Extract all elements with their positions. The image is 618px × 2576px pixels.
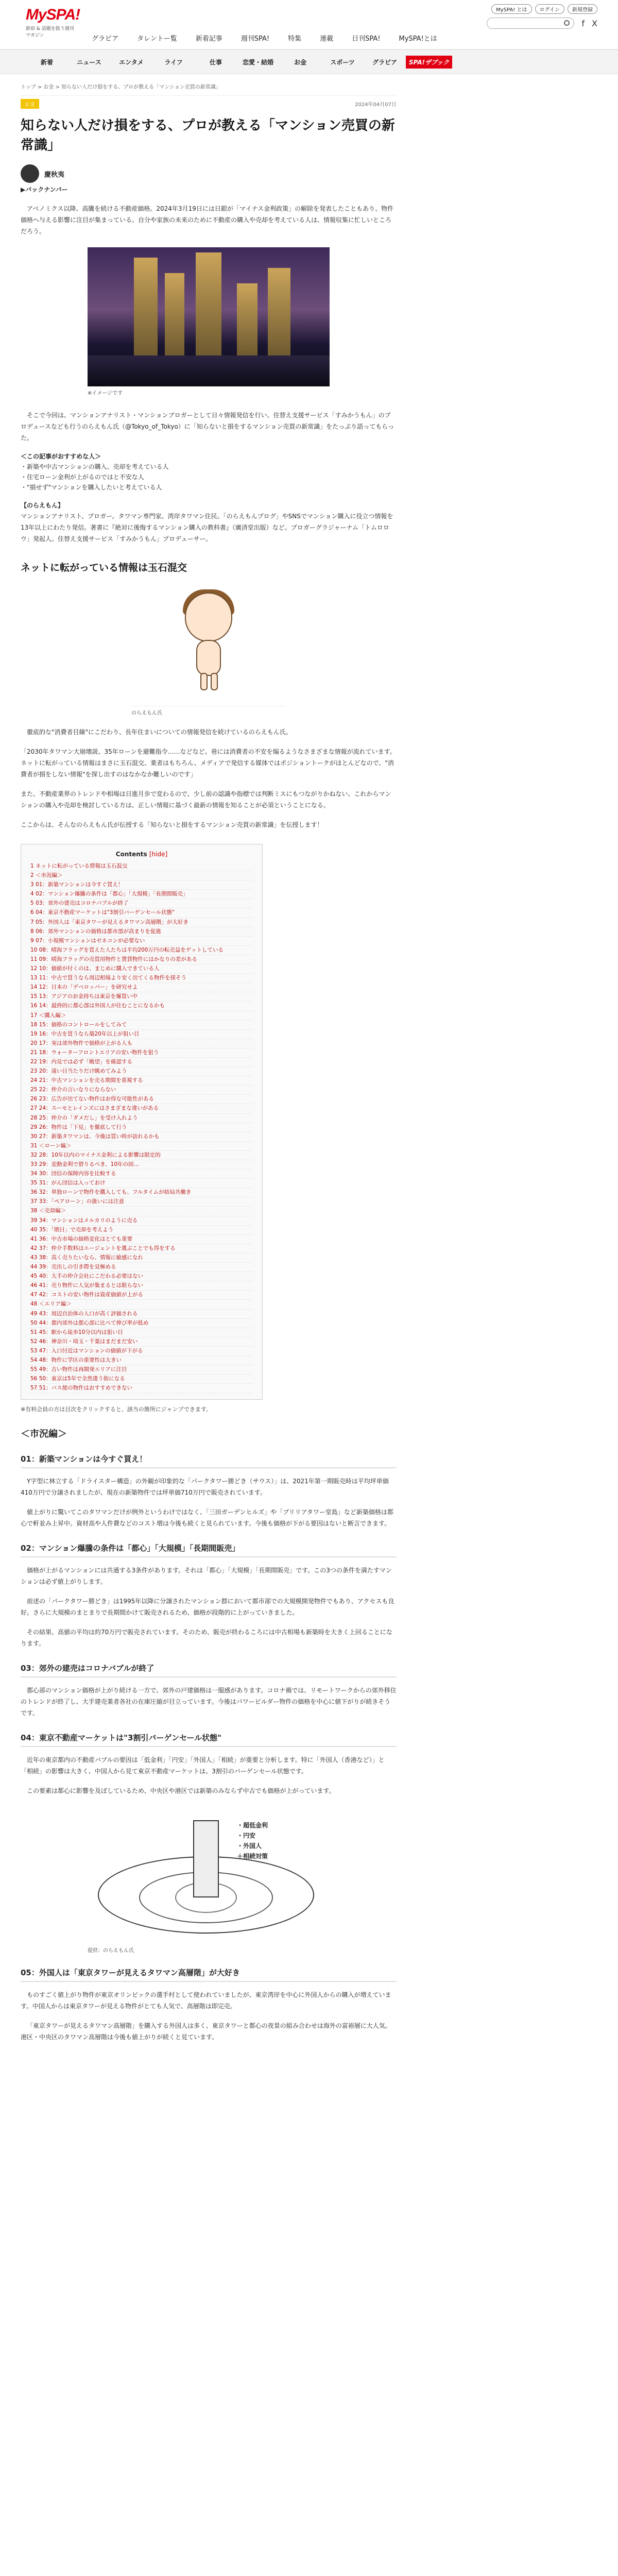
toc-item[interactable]: 49 43：周辺自治体の人口が高く評価される xyxy=(30,1310,253,1319)
breadcrumb[interactable]: トップ > お金 > 知らない人だけ損をする、プロが教える「マンション売買の新常識」 xyxy=(21,84,221,90)
top-nav-item[interactable]: 特集 xyxy=(288,35,302,43)
toc-item[interactable]: 19 16：中古を買うなら築20年以上が狙い目 xyxy=(30,1030,253,1039)
toc-item[interactable]: 32 28：10年以内のマイナス金利による影響は限定的 xyxy=(30,1151,253,1160)
toc-item[interactable]: 27 24：スーモとレインズにはさまざまな違いがある xyxy=(30,1104,253,1113)
body-paragraph: Y字型に林立する「ドライスター構造」の外観が印象的な「パークタワー勝どき（サウス）」は、2021年第一期販売時は平均坪単価410万円で分譲されましたが、現在の新築物件では坪単価710万円で販売されています。 xyxy=(21,1478,389,1497)
toc-hide-toggle[interactable]: [hide] xyxy=(149,851,168,858)
target-list xyxy=(21,462,397,493)
search-input[interactable] xyxy=(487,18,559,28)
toc-item[interactable]: 17 ＜購入編＞ xyxy=(30,1011,253,1021)
toc-item[interactable]: 51 45：駅から徒歩10分以内は狙い目 xyxy=(30,1328,253,1337)
register-button[interactable]: 新規登録 xyxy=(568,4,597,14)
toc-item[interactable]: 53 47：入口付近はマンションの価値が下がる xyxy=(30,1347,253,1356)
toc-item[interactable]: 30 27：新築タワマンは、今後は買い時が訪れるかも xyxy=(30,1132,253,1142)
toc-item[interactable]: 54 48：物件に学区の重要性は大きい xyxy=(30,1356,253,1365)
toc-item[interactable]: 11 09：晴海フラッグの売買用物件と賃貸物件にはかなりの差がある xyxy=(30,955,253,964)
tower-photo xyxy=(88,247,330,386)
site-header xyxy=(0,0,618,49)
subheading: 03：郊外の建売はコロナバブルが終了 xyxy=(21,1663,397,1677)
facebook-icon[interactable]: f xyxy=(581,18,585,28)
toc-item[interactable]: 4 02：マンション爆騰の条件は「都心」「大規模」「長期間販売」 xyxy=(30,890,253,899)
top-nav-item[interactable]: 新着記事 xyxy=(195,35,222,43)
publish-date: 2024年04月07日 xyxy=(355,102,397,108)
toc-item[interactable]: 15 13：アジアのお金持ちは東京を爆買い中 xyxy=(30,992,253,1002)
category-item[interactable]: グラビア xyxy=(372,58,397,66)
top-nav-item[interactable]: 連載 xyxy=(320,35,334,43)
market-section-title: ＜市況編＞ xyxy=(21,1429,67,1440)
top-nav-item[interactable]: グラビア xyxy=(92,35,119,43)
toc-item[interactable]: 44 39：売出しの引き際を見極める xyxy=(30,1263,253,1272)
diagram-label: ・外国人 xyxy=(237,1842,262,1850)
list-item: ・"損せず"マンションを購入したいと考えている人 xyxy=(21,484,162,491)
body-paragraph: その結果、高値の平均は約70万円で販売されています。そのため、販売が終わるころには中古相場も新築時を大きく上回ることになります。 xyxy=(21,1629,392,1648)
diagram-labels xyxy=(237,1820,268,1861)
body-paragraph: 「東京タワーが見えるタワマン高層階」を購入する外国人は多く、東京タワーと都心の夜景の組み合わせは海外の富裕層に大人気。港区・中央区のタワマン高層階は今後も値上がりが続くと見ています。 xyxy=(21,2022,391,2041)
body-paragraph: 徹底的な"消費者目線"にこだわり、長年住まいについての情報発信を続けているのらえもん氏。 xyxy=(27,728,292,736)
search-box xyxy=(487,18,574,29)
body-paragraph: 「2030年タワマン大崩壊説、35年ローンを避難指令……などなど。巷には消費者の不安を煽るようなさまざまな情報が流れています。ネットに転がっている情報はまさに玉石混交、業者はもちろん、メディアで発信する媒体ではポジショントークがほとんどなので、"消費者が損をしない情報"を探し出すのはなかなか難しいのです」 xyxy=(21,748,396,778)
diagram-label: ・超低金利 xyxy=(237,1822,268,1829)
toc-item[interactable]: 40 35：「期日」で売却を考えよう xyxy=(30,1226,253,1235)
photo-caption: ※イメージです xyxy=(88,391,123,396)
back-number-link[interactable]: ▶バックナンバー xyxy=(21,186,68,193)
toc-title-text: Contents xyxy=(115,851,147,858)
illustration-head xyxy=(185,592,232,642)
table-of-contents xyxy=(21,844,263,1400)
tower-shape xyxy=(268,268,290,355)
category-item[interactable]: 恋愛・結婚 xyxy=(242,58,273,66)
toc-item[interactable]: 23 20：遠い日当たりだけ眺めてみよう xyxy=(30,1067,253,1076)
top-nav-item[interactable]: 日刊SPA! xyxy=(352,35,381,43)
diagram-label: ＋相続対策 xyxy=(237,1853,268,1860)
body-paragraph: この要素は都心に影響を及ぼしているため、中央区や港区では新築のみならず中古でも価格が上がっています。 xyxy=(27,1787,335,1795)
toc-item[interactable]: 18 15：価格のコントロールをしてみて xyxy=(30,1021,253,1030)
toc-note: ※有料会員の方は目次をクリックすると、該当の箇所にジャンプできます。 xyxy=(21,1406,212,1413)
toc-item[interactable]: 41 36：中古市場の価格変化はとても重要 xyxy=(30,1235,253,1244)
toc-item[interactable]: 48 ＜エリア編＞ xyxy=(30,1300,253,1309)
category-nav xyxy=(0,49,618,74)
category-item[interactable]: ライフ xyxy=(164,58,183,66)
author-illustration xyxy=(131,582,286,716)
tower-shape xyxy=(165,273,184,355)
toc-item[interactable]: 31 ＜ローン編＞ xyxy=(30,1142,253,1151)
article-lead: アベノミクス以降、高騰を続ける不動産価格。2024年3月19日には日銀が「マイナス金利政策」の解除を発表したこともあり、物件価格へ与える影響に注目が集まっている。自分や家族の未来のために不動産の購入や売却を考えている人は、情報収集に忙しいところだろう。 xyxy=(21,205,394,235)
toc-item[interactable]: 24 21：中古マンションを売る期間を重視する xyxy=(30,1076,253,1086)
toc-item[interactable]: 50 44：都内郊外は都心部に比べて伸び率が低め xyxy=(30,1319,253,1328)
site-logo[interactable] xyxy=(26,6,80,38)
body-paragraph: また、不動産業界のトレンドや相場は日進月歩で変わるので、少し前の認識や指標では判断ミスにもつながりかねない、これからマンションの購入や売却を検討している方は、正しい情報に基づく最新の情報を知ることが必須ということになる。 xyxy=(21,790,391,809)
toc-item[interactable]: 13 11：中古で買うなら周辺相場より安く出てくる物件を探そう xyxy=(30,974,253,983)
search-icon[interactable] xyxy=(564,20,570,26)
top-nav-item[interactable]: タレントー覧 xyxy=(137,35,177,43)
water-reflection xyxy=(88,355,330,386)
body-paragraph: 近年の東京都内の不動産バブルの要因は「低金利」「円安」「外国人」「相続」が重要と分析します。特に「外国人（香港など）」と「相続」の影響は大きく、中国人から見て東京不動産マーケットは、3割引のバーゲンセール状態です。 xyxy=(21,1756,385,1775)
tower-shape xyxy=(134,258,158,355)
toc-item[interactable]: 20 17：実は郊外物件で価格が上がる人も xyxy=(30,1039,253,1048)
category-item-spa-book[interactable]: SPA!ザブック xyxy=(406,56,452,69)
toc-item[interactable]: 28 25：仲介の「ダメだし」を受け入れよう xyxy=(30,1114,253,1123)
author-avatar xyxy=(21,164,39,183)
toc-item[interactable]: 10 08：晴海フラッグを買えた人たちは平均200万円の転売益をゲットしている xyxy=(30,946,253,955)
toc-item[interactable]: 1 ネットに転がっている情報は玉石混交 xyxy=(30,862,253,871)
toc-title xyxy=(30,851,253,858)
toc-item[interactable]: 8 06：郊外マンションの価格は都市部が高まりを促進 xyxy=(30,927,253,937)
toc-item[interactable]: 26 23：広告が出てない物件はお得な可能性がある xyxy=(30,1095,253,1104)
toc-item[interactable]: 34 30：団信の保障内容を比較する xyxy=(30,1170,253,1179)
tower-shape xyxy=(196,252,221,355)
body-paragraph: 価格が上がるマンションには共通する3条件があります。それは「都心」「大規模」「長期間販売」です。この3つの条件を満たすマンションは必ず値上がりします。 xyxy=(21,1567,392,1586)
subheading: 05：外国人は「東京タワーが見えるタワマン高層階」が大好き xyxy=(21,1967,397,1982)
illustration-leg xyxy=(200,673,208,690)
toc-item[interactable]: 39 34：マンションはメルカリのように売る xyxy=(30,1216,253,1226)
toc-item[interactable]: 35 31：がん団信は入っておけ xyxy=(30,1179,253,1188)
subheading: 04：東京不動産マーケットは"3割引バーゲンセール状態" xyxy=(21,1732,397,1747)
body-paragraph: ここからは、そんなのらえもん氏が伝授する「知らないと損をするマンション売買の新常識」を伝授します！ xyxy=(21,821,323,828)
toc-item[interactable]: 57 51：バス便の物件はおすすめできない xyxy=(30,1384,253,1393)
author-name[interactable]: 慶秋夷 xyxy=(44,171,65,179)
illustration-caption: のらえもん氏 xyxy=(131,706,286,716)
toc-item[interactable]: 38 ＜売却編＞ xyxy=(30,1207,253,1216)
category-item[interactable]: 新着 xyxy=(40,58,53,66)
profile-text: マンションアナリスト、ブロガー。タワマン専門家、湾岸タワマン住民。「のらえもんブログ」やSNSでマンション購入に役立つ情報を13年以上にわたり発信。著書に『絶対に後悔するマンション購入の教科書』（廣済堂出版）など。ブロガーグラジャーナム「トムロロウ」発起人。住替え支援サービス「すみかうもん」プロデューサー。 xyxy=(21,513,393,543)
category-item[interactable]: お金 xyxy=(294,58,306,66)
toc-item[interactable]: 16 14：最終的に都心部は外国人が住むことになるかも xyxy=(30,1002,253,1011)
body-paragraph: 値上がりに驚いてこのタワマンだけが例外というわけではなく、「三田ガーデンヒルズ」や「ブリリアタワー堂島」など新築価格は都心で軒並み上昇中。資材高や人件費などのコスト増は今後も続くと見られています。今後も価格が下がる要因はないと断言できます。 xyxy=(21,1509,393,1528)
diagram-caption: 提供：のらえもん氏 xyxy=(88,1948,134,1954)
section-heading: ネットに転がっている情報は玉石混交 xyxy=(21,562,187,573)
login-button[interactable]: ログイン xyxy=(535,4,565,14)
toc-item[interactable]: 25 22：仲介の言いなりにならない xyxy=(30,1086,253,1095)
body-paragraph: 前述の「パークタワー勝どき」は1995年以降に分譲されたマンション群において都市部での大規模開発物件でもあり、アクセスも良好。さらに大規模のまとまりで長期間かけて販売されるため、価格が段階的に上がっていきました。 xyxy=(21,1598,394,1617)
toc-item[interactable]: 33 29：変動金利で借りるべき、10年の固… xyxy=(30,1160,253,1170)
toc-item[interactable]: 21 18：ウォーターフロントエリアの安い物件を狙う xyxy=(30,1048,253,1058)
toc-item[interactable]: 46 41：売り物件に人気が集まるとは限らない xyxy=(30,1281,253,1291)
body-paragraph: 郡心部のマンション価格が上がり続ける一方で、郊外の戸建価格は一服感があります。コロナ禍では、リモートワークからの郊外移住のトレンドが終了し、大手建売業者各社の在庫圧縮が目立っています。今後はパワービルダー物件の価格を中心に値下がりが続きそうです。 xyxy=(21,1687,397,1717)
about-link[interactable]: MySPA! とは xyxy=(491,4,531,14)
category-badge[interactable]: お金 xyxy=(21,99,39,109)
toc-item[interactable]: 29 26：物件は「下見」を徹底して行う xyxy=(30,1123,253,1132)
category-item[interactable]: ニュース xyxy=(77,58,101,66)
article-meta xyxy=(21,95,397,109)
category-item[interactable]: 仕事 xyxy=(209,58,222,66)
article xyxy=(21,74,397,2043)
tower-shape xyxy=(237,283,258,355)
toc-item[interactable]: 55 49：古い物件は再開発エリアに注目 xyxy=(30,1365,253,1375)
diagram-building xyxy=(193,1820,219,1897)
toc-item[interactable]: 14 12：日本の「デベロッパー」を研究せよ xyxy=(30,983,253,992)
toc-item[interactable]: 42 37：仲介手数料はエージェントを選ぶことでも得をする xyxy=(30,1244,253,1253)
illustration-body xyxy=(196,640,221,676)
top-nav-item[interactable]: MySPA!とは xyxy=(399,35,437,43)
toc-item[interactable]: 56 50：東京は5年で全然違う街になる xyxy=(30,1375,253,1384)
top-nav xyxy=(82,33,447,43)
x-icon[interactable]: X xyxy=(592,18,597,28)
subheading: 01：新築マンションは今すぐ買え！ xyxy=(21,1453,397,1468)
toc-item[interactable]: 45 40：大手の仲介会社にこだわる必要はない xyxy=(30,1272,253,1281)
article-title: 知らない人だけ損をする、プロが教える「マンション売買の新常識」 xyxy=(21,118,395,153)
target-heading: ＜この記事がおすすめな人＞ xyxy=(21,453,101,460)
top-nav-item[interactable]: 週刊SPA! xyxy=(241,35,270,43)
toc-item[interactable]: 5 03：郊外の建売はコロナバブルが終了 xyxy=(30,899,253,908)
search-area xyxy=(487,18,597,29)
toc-list xyxy=(30,862,253,1393)
toc-item[interactable]: 52 46：神奈川・埼玉・千葉はまだまだ安い xyxy=(30,1337,253,1347)
illustration-leg xyxy=(211,673,218,690)
category-item[interactable]: エンタメ xyxy=(119,58,144,66)
logo-tagline: 新宿 & 話題を扱う週刊マガジン xyxy=(26,26,74,38)
toc-item[interactable]: 6 04：東京不動産マーケットは"3割引バーゲンセール状態" xyxy=(30,908,253,918)
list-item: ・新築や中古マンションの購入、売却を考えている人 xyxy=(21,463,169,470)
toc-item[interactable]: 22 19：内見では必ず「眺望」を確認する xyxy=(30,1058,253,1067)
logo-text[interactable]: MySPA! xyxy=(26,6,80,23)
toc-item[interactable]: 12 10：価値が付くのは、まじめに購入できている人 xyxy=(30,964,253,974)
body-paragraph: ものすごく値上がり物件が東京オリンピックの選手村として使われていましたが、東京湾岸を中心に外国人からの購入が増えています。中国人からは東京タワーが見える物件がとても人気で、高層階は即完売。 xyxy=(21,1991,391,2010)
toc-item[interactable]: 36 32：単独ローンで物件を購入しても、フルタイムが結局共働き xyxy=(30,1188,253,1197)
toc-item[interactable]: 37 33：「ペアローン」の扱いには注意 xyxy=(30,1197,253,1207)
toc-item[interactable]: 43 38：高く売りたいなら、情報に敏感になれ xyxy=(30,1253,253,1263)
toc-item[interactable]: 9 07：小規模マンションはゼネコンが必要ない xyxy=(30,937,253,946)
list-item: ・住宅ローン金利が上がるのではと不安な人 xyxy=(21,473,144,481)
author-row xyxy=(21,164,397,183)
intro-paragraph: そこで今回は、マンションアナリスト・マンションブロガーとして日々情報発信を行い、住替え支援サービス「すみかうもん」のプロデュースなども行うのらえもん氏（@Tokyo_of_Tokyo）に「知らないと損をするマンション売買の新常識」をたっぷり語ってもらった。 xyxy=(21,412,394,442)
market-diagram xyxy=(88,1805,330,1944)
toc-item[interactable]: 47 42：コストの安い物件は資産価値が上がる xyxy=(30,1291,253,1300)
diagram-label: ・円安 xyxy=(237,1832,256,1840)
utility-links xyxy=(491,4,597,14)
toc-item[interactable]: 3 01：新築マンションは今すぐ買え！ xyxy=(30,880,253,890)
toc-item[interactable]: 7 05：外国人は「東京タワーが見えるタワマン高層階」が大好き xyxy=(30,918,253,927)
profile-heading: 【のらえもん】 xyxy=(21,502,64,509)
toc-item[interactable]: 2 ＜市況編＞ xyxy=(30,871,253,880)
subheading: 02：マンション爆騰の条件は「都心」「大規模」「長期間販売」 xyxy=(21,1543,397,1557)
category-item[interactable]: スポーツ xyxy=(330,58,355,66)
